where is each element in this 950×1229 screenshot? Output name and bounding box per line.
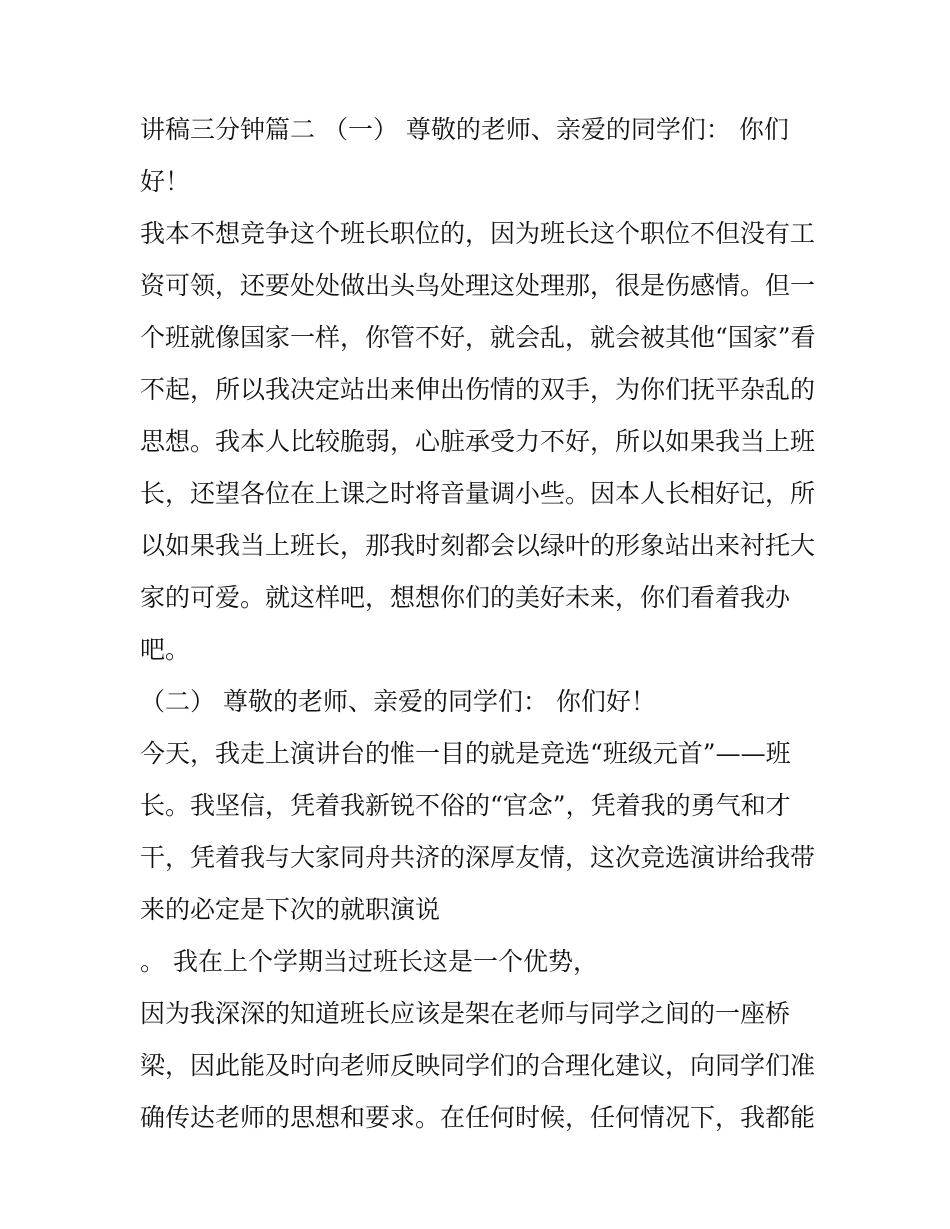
text-line: 吧。 bbox=[140, 635, 191, 664]
text-line: 家的可爱。就这样吧，想想你们的美好未来，你们看着我办 bbox=[140, 583, 791, 612]
text-line: 来的必定是下次的就职演说 bbox=[140, 895, 441, 924]
text-line: 。 我在上个学期当过班长这是一个优势， bbox=[140, 947, 598, 976]
text-line: 今天，我走上演讲台的惟一目的就是竞选“班级元首”——班 bbox=[140, 739, 791, 768]
text-line: 确传达老师的思想和要求。在任何时候，任何情况下，我都能 bbox=[140, 1103, 816, 1132]
text-line: 讲稿三分钟篇二 （一） 尊敬的老师、亲爱的同学们： 你们 bbox=[140, 115, 789, 144]
text-line: 个班就像国家一样，你管不好，就会乱，就会被其他“国家”看 bbox=[140, 323, 816, 352]
text-line: 资可领，还要处处做出头鸟处理这处理那，很是伤感情。但一 bbox=[140, 271, 816, 300]
text-line: （二） 尊敬的老师、亲爱的同学们： 你们好！ bbox=[140, 687, 656, 716]
text-line: 长，还望各位在上课之时将音量调小些。因本人长相好记，所 bbox=[140, 479, 816, 508]
text-line: 好！ bbox=[140, 167, 191, 196]
text-line: 长。我坚信，凭着我新锐不俗的“官念”，凭着我的勇气和才 bbox=[140, 791, 791, 820]
text-line: 不起，所以我决定站出来伸出伤情的双手，为你们抚平杂乱的 bbox=[140, 375, 816, 404]
text-line: 干，凭着我与大家同舟共济的深厚友情，这次竞选演讲给我带 bbox=[140, 843, 816, 872]
text-line: 思想。我本人比较脆弱，心脏承受力不好，所以如果我当上班 bbox=[140, 427, 816, 456]
document-body bbox=[140, 104, 820, 1144]
text-line: 因为我深深的知道班长应该是架在老师与同学之间的一座桥 bbox=[140, 999, 791, 1028]
text-line: 以如果我当上班长，那我时刻都会以绿叶的形象站出来衬托大 bbox=[140, 531, 816, 560]
text-line: 我本不想竞争这个班长职位的，因为班长这个职位不但没有工 bbox=[140, 219, 816, 248]
text-line: 梁，因此能及时向老师反映同学们的合理化建议，向同学们准 bbox=[140, 1051, 816, 1080]
